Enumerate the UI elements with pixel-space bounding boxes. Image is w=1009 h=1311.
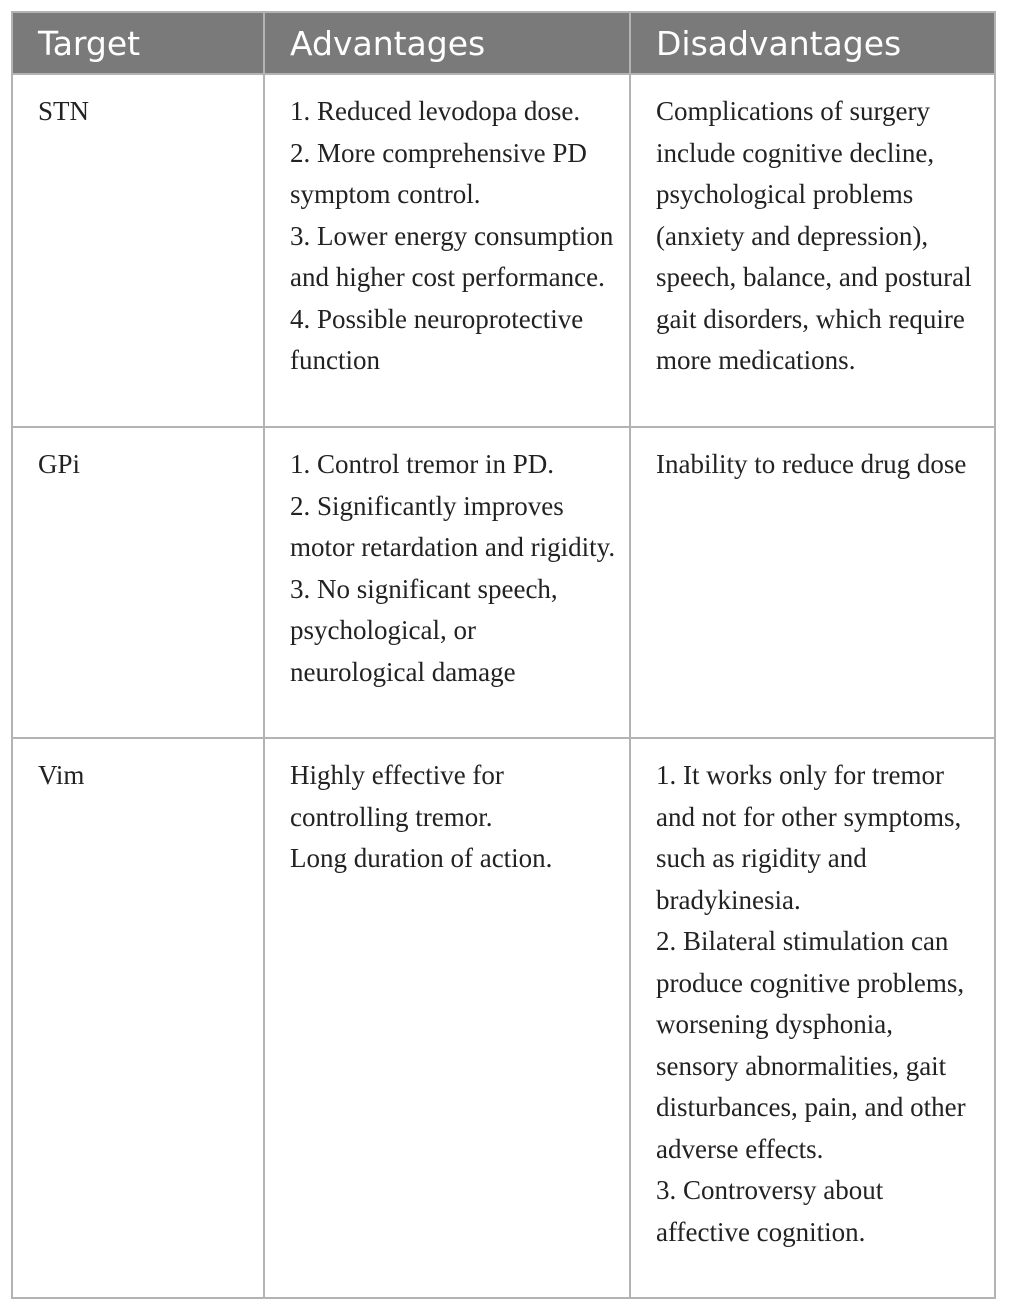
advantage-item: 2. More comprehensive PD symptom control. xyxy=(290,137,594,209)
table-row xyxy=(13,74,994,427)
header-target: Target xyxy=(13,13,264,74)
advantage-item: 4. Possible neuroprotective function xyxy=(290,303,590,375)
table-body xyxy=(13,74,994,1297)
target-cell: STN xyxy=(13,74,264,427)
disadvantage-item: 3. Controversy about affective cognition. xyxy=(656,1175,890,1247)
dbs-target-table xyxy=(13,13,994,1297)
advantage-item: Long duration of action. xyxy=(290,843,553,873)
target-cell: GPi xyxy=(13,427,264,738)
target-cell: Vim xyxy=(13,738,264,1297)
advantage-item: 1. Control tremor in PD. xyxy=(290,449,554,479)
table-header xyxy=(13,13,994,74)
advantage-item: Highly effective for controlling tremor. xyxy=(290,760,511,832)
disadvantage-item: Complications of surgery include cognitive decline, psychological problems (anxiety and depression), speech, balance, and postural gait disorders, which require more medications. xyxy=(656,96,979,375)
advantages-cell xyxy=(264,74,630,427)
comparison-table xyxy=(11,11,996,1299)
advantage-item: 1. Reduced levodopa dose. xyxy=(290,96,581,126)
advantages-cell xyxy=(264,738,630,1297)
advantages-cell xyxy=(264,427,630,738)
disadvantages-cell xyxy=(630,74,994,427)
header-row xyxy=(13,13,994,74)
disadvantages-cell xyxy=(630,738,994,1297)
table-row xyxy=(13,427,994,738)
disadvantage-item: 2. Bilateral stimulation can produce cognitive problems, worsening dysphonia, sensory abnormalities, gait disturbances, pain, and other adverse effects. xyxy=(656,926,973,1164)
disadvantages-cell xyxy=(630,427,994,738)
header-advantages: Advantages xyxy=(264,13,630,74)
disadvantage-item: 1. It works only for tremor and not for other symptoms, such as rigidity and bradykinesia. xyxy=(656,760,968,915)
advantage-item: 3. Lower energy consumption and higher cost performance. xyxy=(290,220,621,292)
advantage-item: 3. No significant speech, psychological, or neurological damage xyxy=(290,573,565,687)
header-disadvantages: Disadvantages xyxy=(630,13,994,74)
table-row xyxy=(13,738,994,1297)
disadvantage-item: Inability to reduce drug dose xyxy=(656,449,967,479)
advantage-item: 2. Significantly improves motor retardation and rigidity. xyxy=(290,490,616,562)
